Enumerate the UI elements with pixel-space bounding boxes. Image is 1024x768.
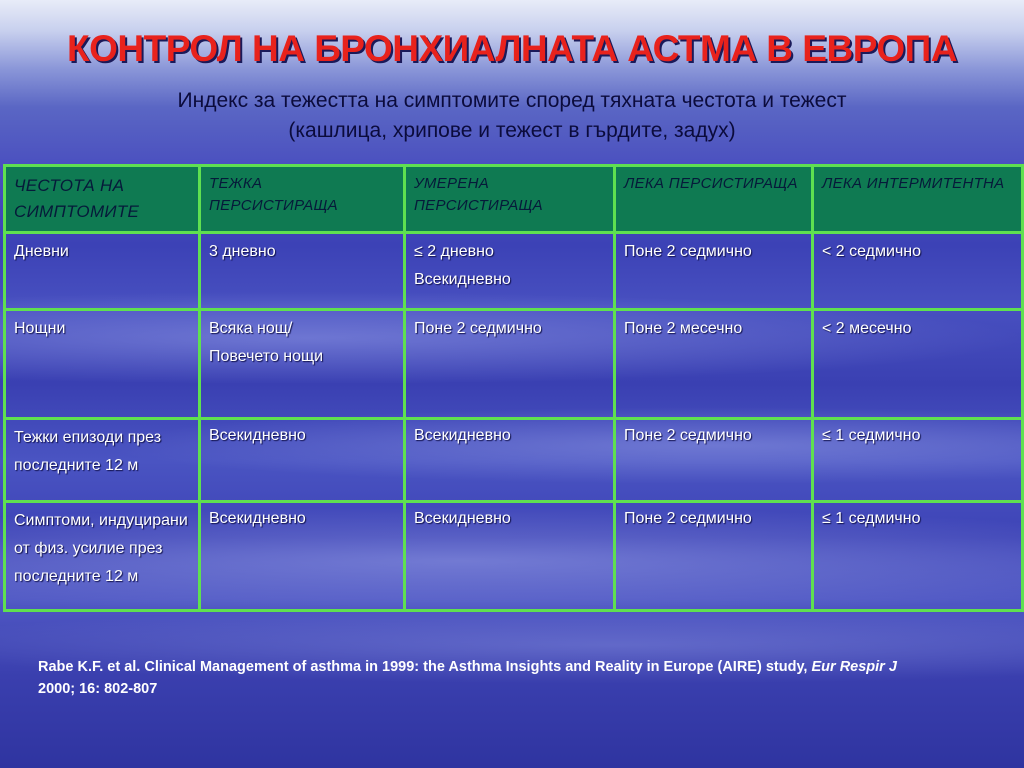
header-mild-intermittent: ЛЕКА ИНТЕРМИТЕНТНА: [813, 166, 1023, 233]
table-cell: [813, 310, 1023, 419]
slide-subtitle: [0, 86, 1024, 146]
citation-details: 2000; 16: 802-807: [38, 681, 158, 697]
table-cell: [405, 419, 615, 502]
cell-text: ≤ 1 седмично: [822, 510, 921, 527]
table-header-row: [5, 166, 1023, 233]
citation: [38, 656, 938, 700]
cell-text: Всекидневно: [414, 427, 511, 444]
row-label-exercise-symptoms: Симптоми, индуцирани от физ. усилие през последните 12 м: [5, 502, 200, 611]
cell-text: < 2 месечно: [822, 320, 912, 337]
table-row: [5, 310, 1023, 419]
subtitle-line-2: (кашлица, хрипове и тежест в гърдите, задух): [288, 119, 736, 142]
table-cell: [615, 419, 813, 502]
table-cell: [200, 233, 405, 310]
cell-text: < 2 седмично: [822, 243, 922, 260]
header-severe-persistent: ТЕЖКА ПЕРСИСТИРАЩА: [200, 166, 405, 233]
table-cell: [615, 233, 813, 310]
row-label-severe-episodes: Тежки епизоди през последните 12 м: [5, 419, 200, 502]
table-cell: [200, 502, 405, 611]
table-row: [5, 502, 1023, 611]
table-cell: [200, 310, 405, 419]
citation-text: Rabe K.F. et al. Clinical Management of asthma in 1999: the Asthma Insights and Reality in Europe (AIRE) study,: [38, 659, 808, 675]
table-cell: [405, 233, 615, 310]
header-mild-persistent: ЛЕКА ПЕРСИСТИРАЩА: [615, 166, 813, 233]
slide-title: КОНТРОЛ НА БРОНХИАЛНАТА АСТМА В ЕВРОПА: [67, 28, 957, 69]
table-cell: [405, 310, 615, 419]
cell-text: Повечето нощи: [209, 348, 324, 365]
table-cell: [200, 419, 405, 502]
cell-text: Поне 2 седмично: [414, 320, 542, 337]
table-cell: [405, 502, 615, 611]
table-cell: [813, 502, 1023, 611]
cell-text: Всекидневно: [209, 510, 306, 527]
cell-text: Поне 2 седмично: [624, 510, 752, 527]
subtitle-line-1: Индекс за тежестта на симптомите според тяхната честота и тежест: [177, 89, 847, 112]
cell-text: Поне 2 седмично: [624, 243, 752, 260]
cell-text: 3 дневно: [209, 243, 276, 260]
cell-text: ≤ 1 седмично: [822, 427, 921, 444]
cell-text: Всяка нощ/: [209, 320, 293, 337]
row-label-daytime: Дневни: [5, 233, 200, 310]
cell-text: Всекидневно: [414, 271, 511, 288]
table-cell: [615, 310, 813, 419]
cell-text: Поне 2 месечно: [624, 320, 743, 337]
header-moderate-persistent: УМЕРЕНА ПЕРСИСТИРАЩА: [405, 166, 615, 233]
asthma-severity-table: [3, 164, 1024, 612]
row-label-nighttime: Нощни: [5, 310, 200, 419]
cell-text: Поне 2 седмично: [624, 427, 752, 444]
cell-text: Всекидневно: [414, 510, 511, 527]
table-cell: [813, 233, 1023, 310]
cell-text: ≤ 2 дневно: [414, 243, 494, 260]
table-row: [5, 419, 1023, 502]
table-row: [5, 233, 1023, 310]
cell-text: Всекидневно: [209, 427, 306, 444]
citation-journal: Eur Respir J: [811, 659, 897, 675]
table-cell: [813, 419, 1023, 502]
header-symptom-frequency: ЧЕСТОТА НА СИМПТОМИТЕ: [5, 166, 200, 233]
table-cell: [615, 502, 813, 611]
